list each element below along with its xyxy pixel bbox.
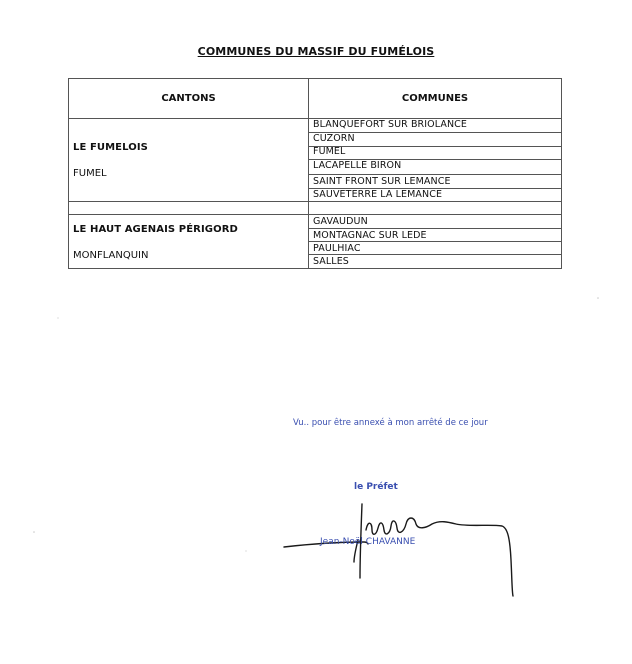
group-rule <box>69 214 561 215</box>
row-rule <box>308 254 561 255</box>
commune-cell: LACAPELLE BIRON <box>313 160 402 171</box>
commune-cell: MONTAGNAC SUR LEDE <box>313 230 427 241</box>
row-rule <box>308 174 561 175</box>
canton-chef-lieu: FUMEL <box>73 168 107 179</box>
document-title: COMMUNES DU MASSIF DU FUMÉLOIS <box>197 45 435 58</box>
signer-name: Jean-Noël CHAVANNE <box>320 537 416 547</box>
canton-chef-lieu: MONFLANQUIN <box>73 250 149 261</box>
commune-cell: PAULHIAC <box>313 243 361 254</box>
prefet-stamp-label: le Préfet <box>354 482 398 492</box>
commune-cell: FUMEL <box>313 146 346 157</box>
row-rule <box>308 228 561 229</box>
commune-cell: SALLES <box>313 256 349 267</box>
row-rule <box>308 146 561 147</box>
commune-cell: SAUVETERRE LA LEMANCE <box>313 189 443 200</box>
commune-cell: GAVAUDUN <box>313 216 368 227</box>
commune-cell: SAINT FRONT SUR LEMANCE <box>313 176 451 187</box>
commune-cell: BLANQUEFORT SUR BRIOLANCE <box>313 119 467 130</box>
communes-table <box>68 78 562 269</box>
canton-name: LE HAUT AGENAIS PÉRIGORD <box>73 224 238 235</box>
canton-name: LE FUMELOIS <box>73 142 148 153</box>
header-communes: COMMUNES <box>401 93 469 104</box>
commune-cell: CUZORN <box>313 133 355 144</box>
group-rule <box>69 201 561 202</box>
approval-stamp-text: Vu.. pour être annexé à mon arrêté de ce jour <box>293 418 488 428</box>
row-rule <box>308 241 561 242</box>
handwritten-signature <box>280 500 520 610</box>
header-cantons: CANTONS <box>161 93 216 104</box>
